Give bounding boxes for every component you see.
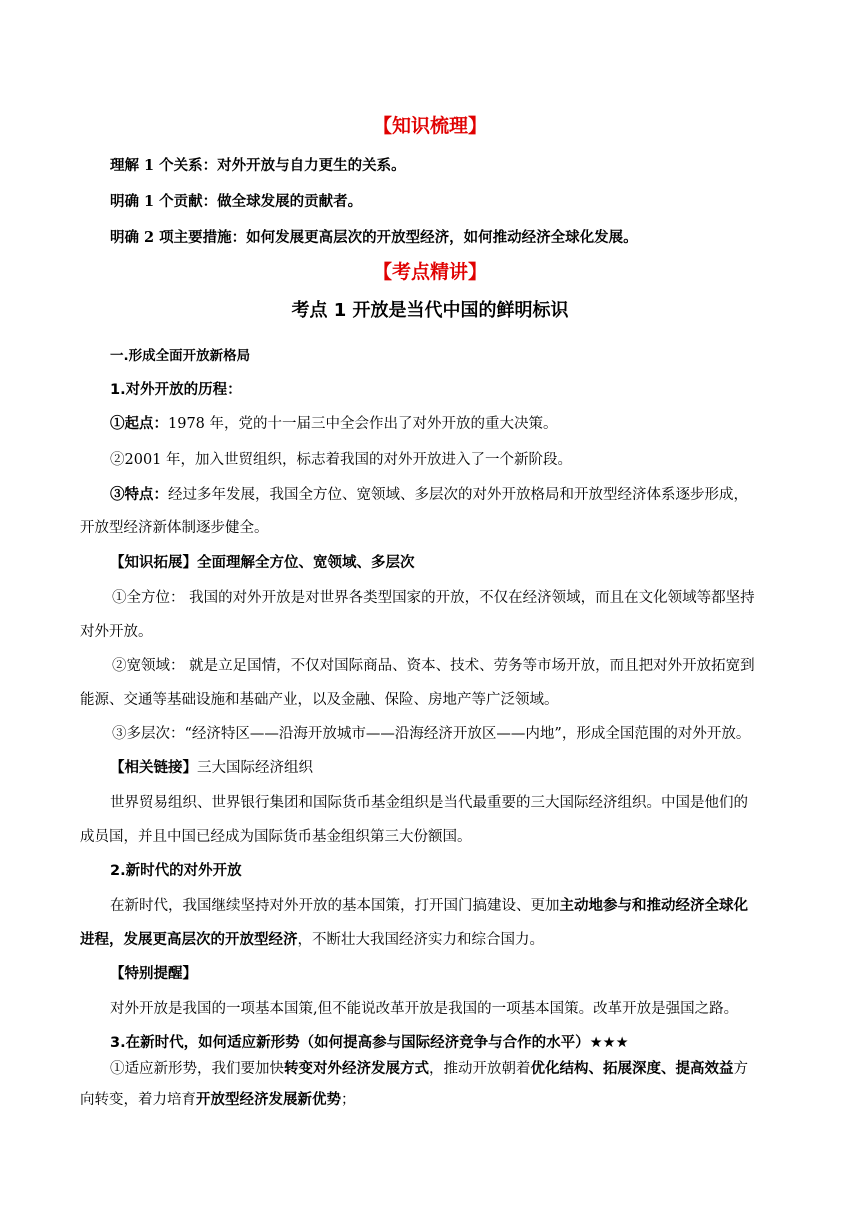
new-era-text-b: 主动地参与和推动经济全球化	[559, 897, 748, 914]
adapt-a: ①适应新形势，我们要加快	[110, 1061, 284, 1077]
summary-line-1: 理解 1 个关系：对外开放与自力更生的关系。	[110, 157, 406, 174]
adapt-cont-a: 向转变，着力培育	[80, 1092, 196, 1108]
summary-line-2: 明确 1 个贡献：做全球发展的贡献者。	[110, 193, 363, 210]
extension-wide-fields: ②宽领域： 就是立足国情，不仅对国际商品、资本、技术、劳务等市场开放，而且把对外开放拓宽到	[112, 658, 755, 674]
topic-title: 考点 1 开放是当代中国的鲜明标识	[291, 300, 569, 321]
section-heading-1: 一.形成全面开放新格局	[110, 348, 251, 364]
special-reminder-title: 【特别提醒】	[110, 965, 197, 982]
subheading-new-situation: 3.在新时代，如何适应新形势（如何提高参与国际经济竞争与合作的水平）★★★	[110, 1035, 629, 1051]
summary-line-3: 明确 2 项主要措施：如何发展更高层次的开放型经济，如何推动经济全球化发展。	[110, 229, 638, 246]
adapt-cont-b: 开放型经济发展新优势	[196, 1091, 341, 1108]
new-era-text-cont	[80, 930, 544, 950]
feature-label: ③特点：	[110, 486, 168, 503]
related-link-label: 【相关链接】	[110, 759, 197, 776]
extension-all-directions: ①全方位： 我国的对外开放是对世界各类型国家的开放，不仅在经济领域，而且在文化领域等都坚持	[112, 590, 755, 606]
special-reminder-text: 对外开放是我国的一项基本国策,但不能说改革开放是我国的一项基本国策。改革开放是强国之路。	[110, 1001, 739, 1017]
key-points-header: 【考点精讲】	[372, 261, 487, 283]
new-era-cont-b: ，不断壮大我国经济实力和综合国力。	[297, 932, 544, 948]
adapt-cont-c: ；	[341, 1092, 356, 1108]
history-point-2: ②2001 年，加入世贸组织，标志着我国的对外开放进入了一个新阶段。	[110, 452, 573, 468]
related-link-title: 三大国际经济组织	[197, 760, 313, 776]
new-era-text-a: 在新时代，我国继续坚持对外开放的基本国策，打开国门搞建设、更加	[110, 898, 560, 914]
extension-wide-fields-cont: 能源、交通等基础设施和基础产业，以及金融、保险、房地产等广泛领域。	[80, 692, 559, 708]
history-point-3	[110, 485, 748, 505]
organizations-text: 世界贸易组织、世界银行集团和国际货币基金组织是当代最重要的三大国际经济组织。中国是他们的	[110, 795, 748, 811]
history-point-3-cont: 开放型经济新体制逐步健全。	[80, 520, 269, 536]
start-text: 1978 年，党的十一届三中全会作出了对外开放的重大决策。	[168, 416, 558, 432]
feature-text: 经过多年发展，我国全方位、宽领域、多层次的对外开放格局和开放型经济体系逐步形成，	[168, 487, 748, 503]
organizations-text-cont: 成员国，并且中国已经成为国际货币基金组织第三大份额国。	[80, 829, 472, 845]
knowledge-extension-title: 【知识拓展】全面理解全方位、宽领域、多层次	[110, 554, 415, 571]
related-link-heading	[110, 758, 313, 778]
extension-all-directions-cont: 对外开放。	[80, 624, 153, 640]
subheading-new-era: 2.新时代的对外开放	[110, 863, 242, 879]
adapt-text-cont	[80, 1090, 356, 1110]
subheading-history: 1.对外开放的历程：	[110, 382, 242, 398]
history-point-1	[110, 414, 558, 434]
adapt-e: 方	[733, 1061, 748, 1077]
extension-multi-level: ③多层次：“经济特区——沿海开放城市——沿海经济开放区——内地”，形成全国范围的对外开放。	[112, 726, 751, 742]
knowledge-summary-header: 【知识梳理】	[372, 115, 487, 137]
adapt-b: 转变对外经济发展方式	[284, 1060, 429, 1077]
new-era-cont-a: 进程，发展更高层次的开放型经济	[80, 931, 298, 948]
adapt-d: 优化结构、拓展深度、提高效益	[530, 1060, 734, 1077]
new-era-text	[110, 896, 748, 916]
adapt-text	[110, 1059, 748, 1079]
start-label: ①起点：	[110, 415, 168, 432]
adapt-c: ，推动开放朝着	[429, 1061, 531, 1077]
